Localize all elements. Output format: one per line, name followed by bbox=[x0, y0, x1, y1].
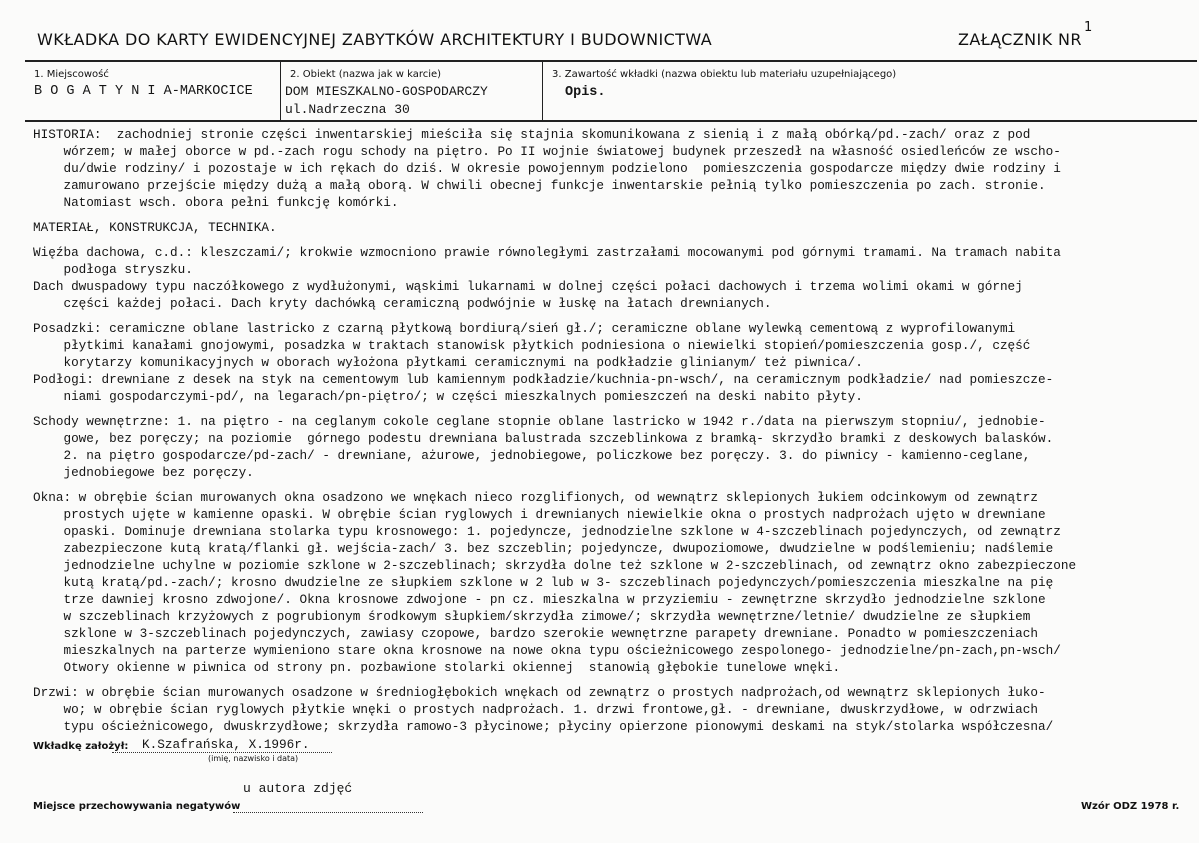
made-by-label: Wkładkę założył: bbox=[33, 741, 129, 752]
text-line: jednobiegowe bez poręczy. bbox=[33, 465, 254, 480]
text-line: korytarzy komunikacyjnych w oborach wyłożona płytkami ceramicznymi na podkładzie glinianym/ też piwnica/. bbox=[33, 355, 863, 370]
text-line: trze dawniej krosno zdwojone/. Okna krosnowe zdwojone - pn cz. mieszkalna w przyziemiu - zewnętrzne skrzydło jednodzielne szklone bbox=[33, 592, 1046, 607]
description-body bbox=[33, 126, 1193, 735]
text-line: Podłogi: drewniane z desek na styk na cementowym lub kamiennym podkładzie/kuchnia-pn-wsch/, na ceramicznym podkładzie/ nad pomieszcze- bbox=[33, 372, 1054, 387]
text-line: wo; w obrębie ścian ryglowych płytkie wnęki o prostych nadprożach. 1. drzwi frontowe,gł. - drewniane, dwuskrzydłowe, w odrzwiach bbox=[33, 702, 1039, 717]
paragraph-gap bbox=[33, 481, 1193, 489]
locality-value: B O G A T Y N I A-MARKOCICE bbox=[34, 84, 253, 99]
negatives-label: Miejsce przechowywania negatywów bbox=[33, 801, 241, 812]
paragraph-gap bbox=[33, 676, 1193, 684]
text-line: wórzem; w małej oborce w pd.-zach rogu schody na piętro. Po II wojnie światowej budynek przeszedł na własność osiedleńców ze wscho- bbox=[33, 144, 1061, 159]
object-label: 2. Obiekt (nazwa jak w karcie) bbox=[290, 69, 442, 80]
paragraph bbox=[33, 489, 1193, 676]
attachment-label: ZAŁĄCZNIK NR bbox=[958, 30, 1082, 49]
attachment-number: 1 bbox=[1084, 20, 1093, 35]
paragraph-gap bbox=[33, 405, 1193, 413]
text-line: w szczeblinach krzyżowych z pogrubionym środkowym słupkiem/skrzydła zimowe/; skrzydła wewnętrzne/letnie/ dwudzielne ze słupkiem bbox=[33, 609, 1031, 624]
paragraph bbox=[33, 126, 1193, 211]
form-code: Wzór ODZ 1978 r. bbox=[1081, 801, 1180, 812]
text-line: Schody wewnętrzne: 1. na piętro - na ceglanym cokole ceglane stopnie oblane lastricko w 1942 r./data na pierwszym stopniu/, jednobie- bbox=[33, 414, 1046, 429]
text-line: prostych ujęte w kamienne opaski. W obrębie ścian ryglowych i drewnianych niewielkie okna o prostych nadprożach ujęto w drewniane bbox=[33, 507, 1046, 522]
photo-author: u autora zdjęć bbox=[243, 781, 353, 796]
text-line: 2. na piętro gospodarcze/pd-zach/ - drewniane, ażurowe, jednobiegowe, policzkowe bez poręczy. 3. do piwnicy - kamienno-ceglane, bbox=[33, 448, 1031, 463]
field-divider-1 bbox=[280, 61, 281, 121]
text-line: du/dwie rodziny/ i pozostaje w ich rękach do dziś. W okresie powojennym podzielono pomieszczenia gospodarcze między dwie rodziny i bbox=[33, 161, 1061, 176]
paragraph bbox=[33, 684, 1193, 735]
locality-label: 1. Miejscowość bbox=[34, 69, 109, 80]
content-label: 3. Zawartość wkładki (nazwa obiektu lub materiału uzupełniającego) bbox=[552, 69, 897, 80]
header-top-rule bbox=[25, 60, 1197, 62]
text-line: Otwory okienne w piwnica od strony pn. pozbawione stolarki okiennej stanowią głębokie tunelowe wnęki. bbox=[33, 660, 841, 675]
text-line: opaski. Dominuje drewniana stolarka typu krosnowego: 1. pojedyncze, jednodzielne szklone w 4-szczeblinach pojedynczych, od zewnątrz bbox=[33, 524, 1061, 539]
field-divider-2 bbox=[542, 61, 543, 121]
text-line: jednodzielne uchylne w poziomie szklone w 2-szczeblinach; skrzydła dolne też szklone w 2-szczeblinach, od zewnątrz okno zabezpieczone bbox=[33, 558, 1077, 573]
text-line: typu ościeżnicowego, dwuskrzydłowe; skrzydła ramowo-3 płycinowe; płyciny opierzone pionowymi deskami na styk/stolarka współczesna/ bbox=[33, 719, 1054, 734]
text-line: HISTORIA: zachodniej stronie części inwentarskiej mieściła się stajnia skomunikowana z sienią i z małą obórką/pd.-zach/ oraz z pod bbox=[33, 127, 1031, 142]
paragraph bbox=[33, 244, 1193, 312]
text-line: Więźba dachowa, c.d.: kleszczami/; krokwie wzmocniono prawie równoległymi zastrzałami mocowanymi pod górnymi tramami. Na tramach nabita bbox=[33, 245, 1061, 260]
made-by-hint: (imię, nazwisko i data) bbox=[208, 754, 299, 763]
text-line: niami gospodarczymi-pd/, na legarach/pn-piętro/; w części mieszkalnych pomieszczeń na deski nabito płyty. bbox=[33, 389, 863, 404]
paragraph bbox=[33, 320, 1193, 405]
paragraph bbox=[33, 413, 1193, 481]
paragraph bbox=[33, 219, 1193, 236]
text-line: MATERIAŁ, KONSTRUKCJA, TECHNIKA. bbox=[33, 220, 277, 235]
text-line: mieszkalnych na parterze wymieniono stare okna krosnowe na nowe okna typu ościeżnicowego zespolonego- jednodzielne/pn-zach,pn-wsch/ bbox=[33, 643, 1061, 658]
text-line: Drzwi: w obrębie ścian murowanych osadzone w średniogłębokich wnękach od zewnątrz o prostych nadprożach,od wewnątrz sklepionych łuko- bbox=[33, 685, 1046, 700]
text-line: Natomiast wsch. obora pełni funkcję komórki. bbox=[33, 195, 399, 210]
negatives-dotline bbox=[233, 812, 423, 813]
text-line: podłoga stryszku. bbox=[33, 262, 193, 277]
text-line: zabezpieczone kutą kratą/flanki gł. wejścia-zach/ 3. bez szczeblin; pojedyncze, dwupoziomowe, dwudzielne w podślemieniu; nadślemie bbox=[33, 541, 1054, 556]
content-value: Opis. bbox=[565, 85, 606, 100]
text-line: części każdej połaci. Dach kryty dachówką ceramiczną podwójnie w łuskę na łatach drewnianych. bbox=[33, 296, 772, 311]
text-line: płytkimi kanałami gnojowymi, posadzka w traktach stanowisk płytkich podniesiona o niewielki stopień/pomieszczenia gosp./, część bbox=[33, 338, 1031, 353]
text-line: kutą kratą/pd.-zach/; krosno dwudzielne ze słupkiem szklone w 2 lub w 3- szczeblinach pojedynczych/pomieszczenia mieszkalne na pię bbox=[33, 575, 1054, 590]
paragraph-gap bbox=[33, 312, 1193, 320]
text-line: zamurowano przejście między dużą a małą oborą. W chwili obecnej funkcje inwentarskie pełnią tylko pomieszczenia po zach. stronie. bbox=[33, 178, 1046, 193]
fields-bottom-rule bbox=[25, 120, 1197, 122]
object-value-line1: DOM MIESZKALNO-GOSPODARCZY bbox=[285, 84, 488, 99]
object-value-line2: ul.Nadrzeczna 30 bbox=[285, 102, 410, 117]
made-by-value: K.Szafrańska, X.1996r. bbox=[142, 737, 310, 752]
text-line: Dach dwuspadowy typu naczółkowego z wydłużonymi, wąskimi lukarnami w dolnej części połaci dachowych i trzema wolimi okami w górnej bbox=[33, 279, 1023, 294]
text-line: szklone w 3-szczeblinach pojedynczych, zawiasy czopowe, bardzo szerokie wewnętrzne parapety drewniane. Ponadto w pomieszczeniach bbox=[33, 626, 1039, 641]
paragraph-gap bbox=[33, 236, 1193, 244]
form-title: WKŁADKA DO KARTY EWIDENCYJNEJ ZABYTKÓW ARCHITEKTURY I BUDOWNICTWA bbox=[37, 30, 713, 49]
made-by-dotline bbox=[112, 752, 332, 753]
text-line: Okna: w obrębie ścian murowanych okna osadzono we wnękach nieco rozglifionych, od wewnątrz sklepionych łukiem odcinkowym od zewnątrz bbox=[33, 490, 1039, 505]
text-line: gowe, bez poręczy; na poziomie górnego podestu drewniana balustrada szczeblinkowa z bramką- skrzydło bramki z deskowych balasków. bbox=[33, 431, 1054, 446]
text-line: Posadzki: ceramiczne oblane lastricko z czarną płytkową bordiurą/sień gł./; ceramiczne oblane wylewką cementową z wyprofilowanymi bbox=[33, 321, 1016, 336]
paragraph-gap bbox=[33, 211, 1193, 219]
